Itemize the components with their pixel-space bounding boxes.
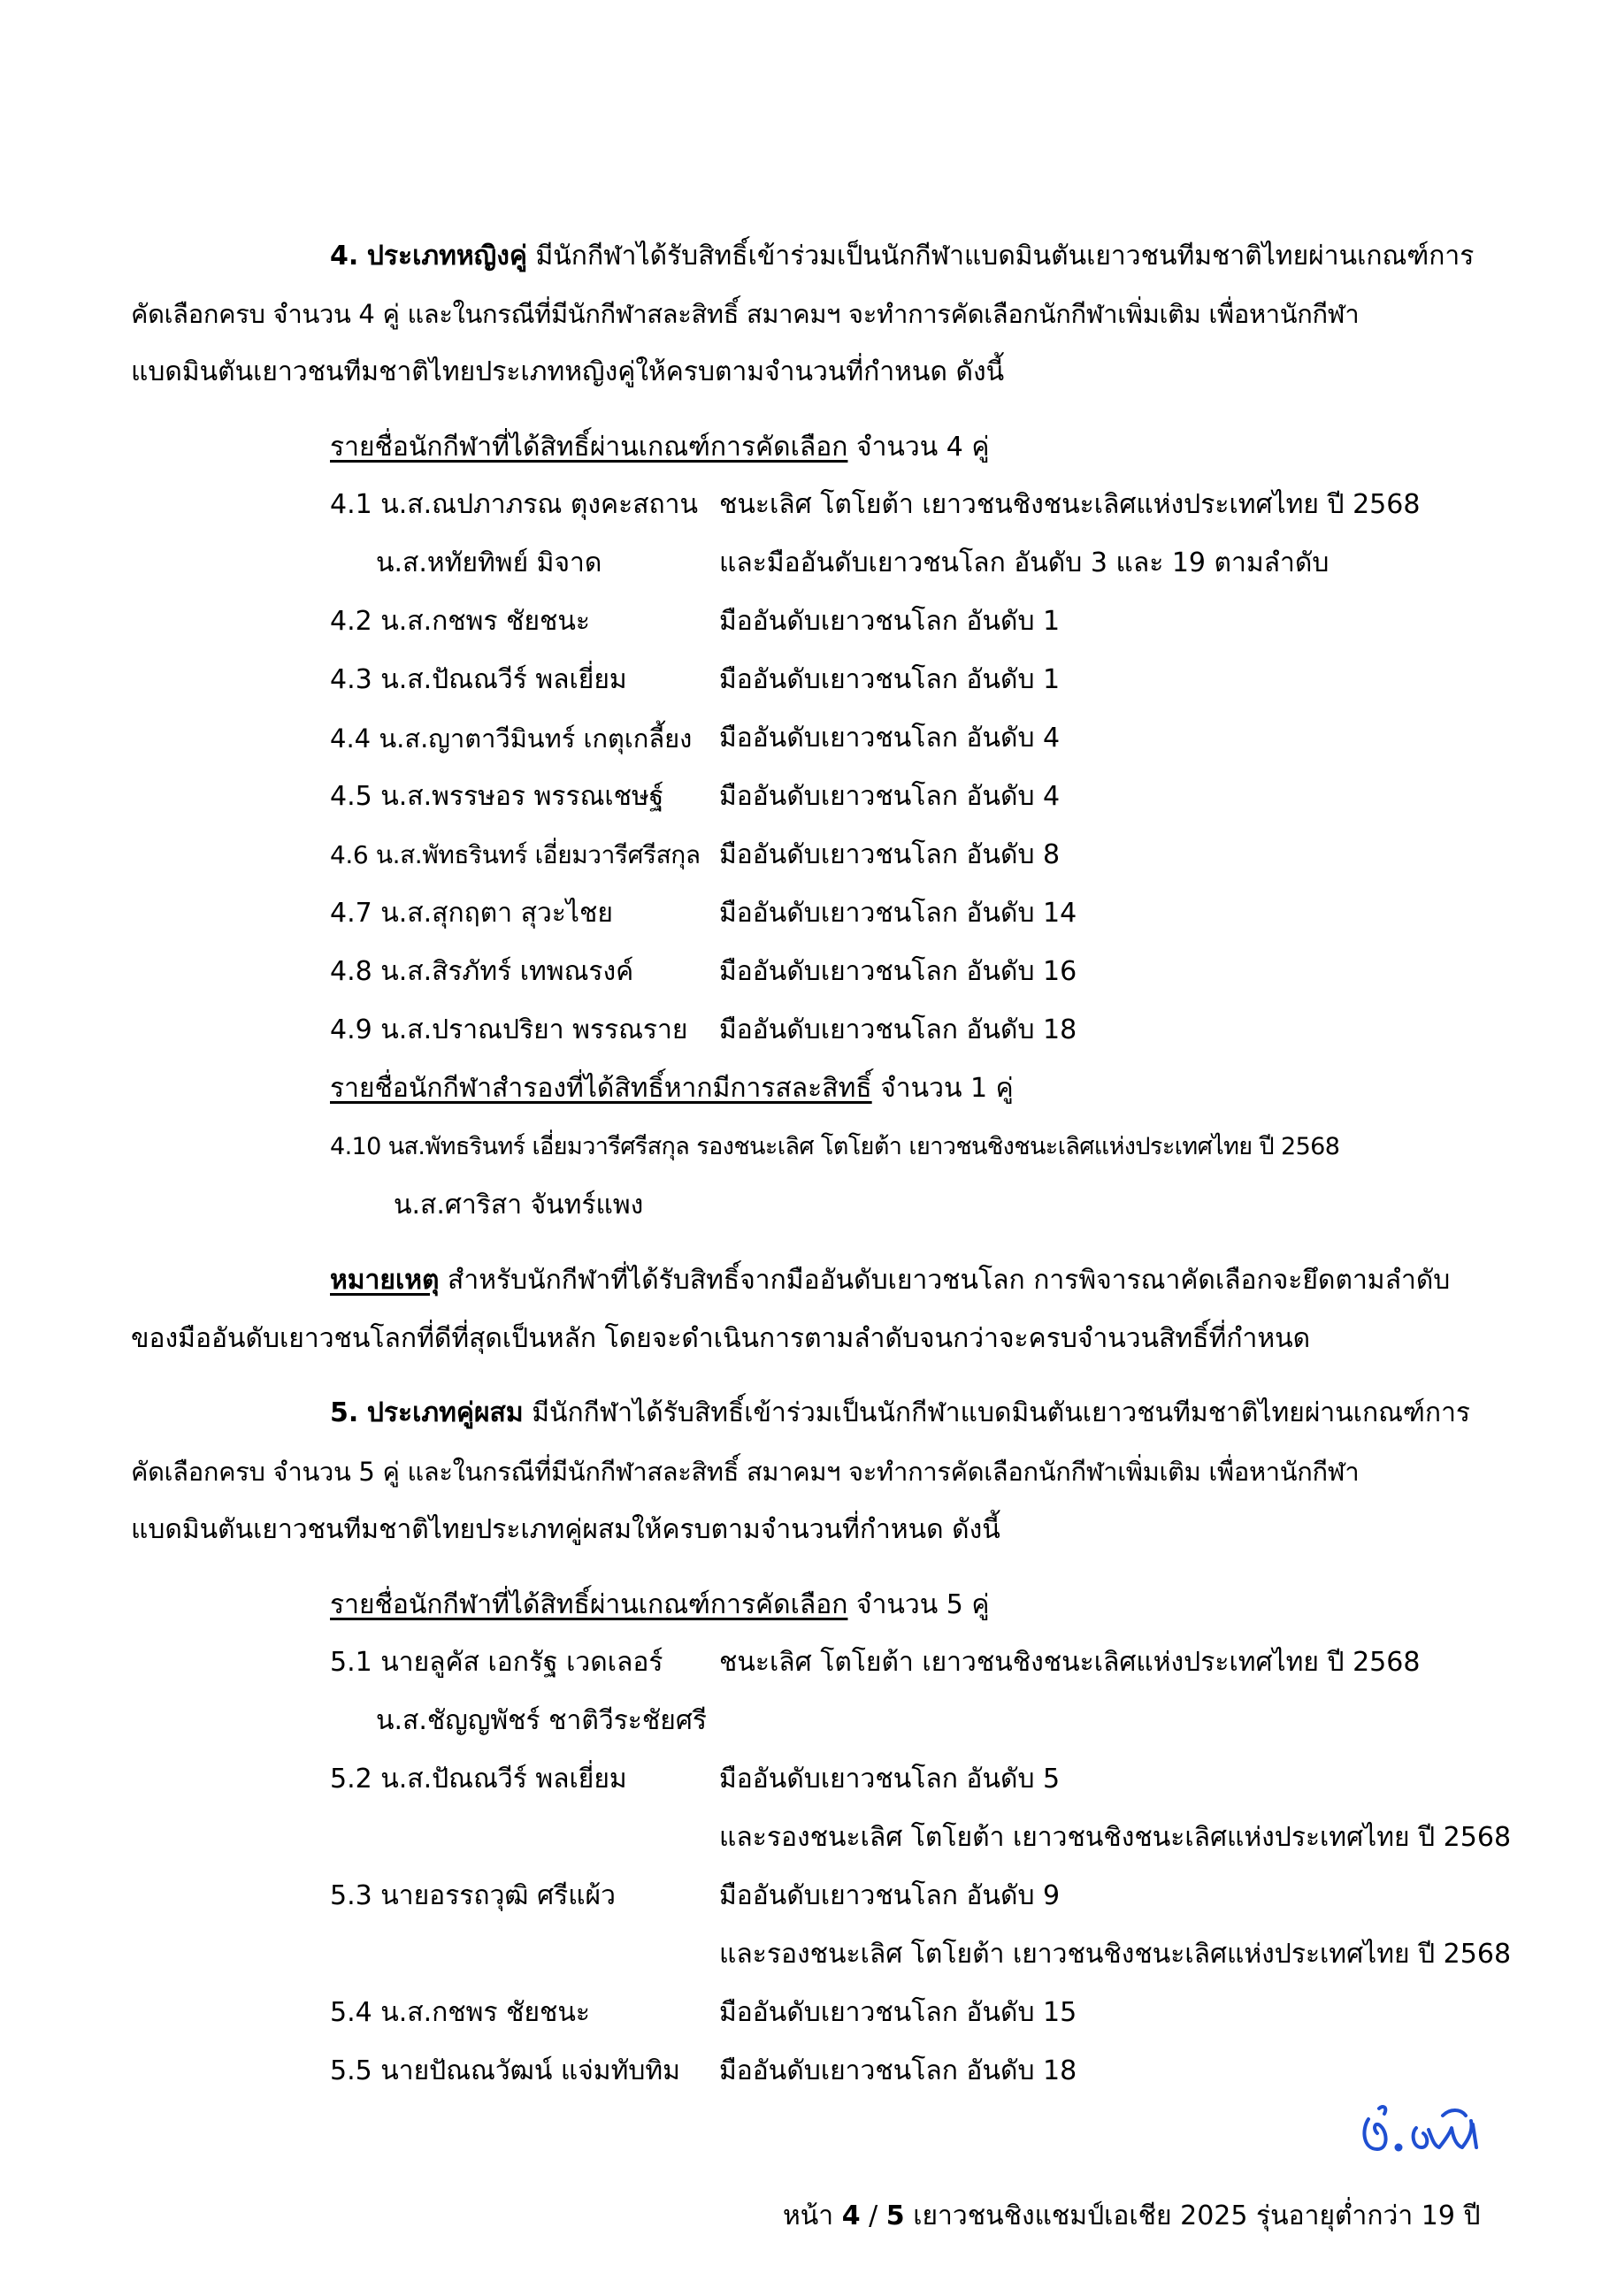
section5-para-line3: แบดมินตันเยาวชนทีมชาติไทยประเภทคู่ผสมให้ครบตามจำนวนที่กำหนด ดังนี้ [131,1514,1000,1545]
list-item-name: 4.6 น.ส.พัทธรินทร์ เอี่ยมวารีศรีสกุล [330,840,701,869]
section4-reserve-count: จำนวน 1 คู่ [880,1073,1014,1104]
list-item-detail: และรองชนะเลิศ โตโยต้า เยาวชนชิงชนะเลิศแห่งประเทศไทย ปี 2568 [719,1822,1512,1853]
section5-para-line2: คัดเลือกครบ จำนวน 5 คู่ และในกรณีที่มีนักกีฬาสละสิทธิ์ สมาคมฯ จะทำการคัดเลือกนักกีฬาเพิ่มเติม เพื่อหานักกีฬา [131,1457,1360,1487]
list-item-detail: มืออันดับเยาวชนโลก อันดับ 8 [719,839,1061,870]
footer-page-separator: / [869,2200,878,2231]
list-item-name: 4.5 น.ส.พรรษอร พรรณเชษฐ์ [330,781,664,812]
section5-list-count: จำนวน 5 คู่ [855,1589,990,1620]
list-item-detail: มืออันดับเยาวชนโลก อันดับ 4 [719,781,1061,812]
section4-heading-number: 4. [330,241,359,272]
list-item-name: 4.7 น.ส.สุกฤตา สุวะไชย [330,898,613,929]
list-item-name: 5.4 น.ส.กชพร ชัยชนะ [330,1997,591,2028]
page-footer [783,2199,1481,2234]
footer-page-current: 4 [841,2200,861,2231]
note-line1 [330,1263,1450,1298]
section5-para-text1: มีนักกีฬาได้รับสิทธิ์เข้าร่วมเป็นนักกีฬาแบดมินตันเยาวชนทีมชาติไทยผ่านเกณฑ์การ [532,1397,1471,1428]
list-item-name: 4.1 น.ส.ณปภาภรณ ตุงคะสถาน [330,489,699,520]
section4-list-heading-text: รายชื่อนักกีฬาที่ได้สิทธิ์ผ่านเกณฑ์การคัดเลือก [330,432,848,463]
list-item-name: 4.3 น.ส.ปัณณวีร์ พลเยี่ยม [330,664,627,695]
list-item-name: น.ส.ชัญญพัชร์ ชาติวีระชัยศรี [376,1705,708,1736]
list-item-detail: มืออันดับเยาวชนโลก อันดับ 5 [719,1764,1061,1795]
list-item-name: 5.5 นายปัณณวัฒน์ แจ่มทับทิม [330,2055,680,2086]
list-item-detail: มืออันดับเยาวชนโลก อันดับ 18 [719,2055,1077,2086]
list-item-detail: มืออันดับเยาวชนโลก อันดับ 4 [719,723,1061,754]
reserve-partner: น.ส.ศาริสา จันทร์แพง [394,1190,644,1221]
section4-list-count: จำนวน 4 คู่ [855,432,990,463]
footer-page-label: หน้า [783,2200,834,2231]
list-item-name: 4.4 น.ส.ญาตาวีมินทร์ เกตุเกลี้ยง [330,723,693,754]
list-item-detail: มืออันดับเยาวชนโลก อันดับ 1 [719,606,1061,637]
list-item-detail: มืออันดับเยาวชนโลก อันดับ 14 [719,898,1077,929]
section5-list-heading-text: รายชื่อนักกีฬาที่ได้สิทธิ์ผ่านเกณฑ์การคัดเลือก [330,1589,848,1620]
section4-list-heading [330,430,990,465]
list-item-name: น.ส.หทัยทิพย์ มิจาด [376,547,602,578]
note-text1: สำหรับนักกีฬาที่ได้รับสิทธิ์จากมืออันดับเยาวชนโลก การพิจารณาคัดเลือกจะยึดตามลำดับ [448,1265,1451,1296]
section4-reserve-heading [330,1071,1014,1106]
list-item-detail: มืออันดับเยาวชนโลก อันดับ 16 [719,956,1077,987]
section5-heading-number: 5. [330,1397,359,1428]
section5-para-line1 [330,1396,1470,1431]
section4-para-line3: แบดมินตันเยาวชนทีมชาติไทยประเภทหญิงคู่ให้ครบตามจำนวนที่กำหนด ดังนี้ [131,356,1005,387]
list-item-detail: มืออันดับเยาวชนโลก อันดับ 15 [719,1997,1077,2028]
note-line2: ของมืออันดับเยาวชนโลกที่ดีที่สุดเป็นหลัก โดยจะดำเนินการตามลำดับจนกว่าจะครบจำนวนสิทธิ์ที่กำหนด [131,1323,1311,1354]
footer-event: เยาวชนชิงแชมป์เอเชีย 2025 รุ่นอายุต่ำกว่า 19 ปี [913,2200,1481,2231]
list-item-name: 5.2 น.ส.ปัณณวีร์ พลเยี่ยม [330,1764,627,1795]
section4-para-line2: คัดเลือกครบ จำนวน 4 คู่ และในกรณีที่มีนักกีฬาสละสิทธิ์ สมาคมฯ จะทำการคัดเลือกนักกีฬาเพิ่มเติม เพื่อหานักกีฬา [131,299,1360,329]
list-item-detail: ชนะเลิศ โตโยต้า เยาวชนชิงชนะเลิศแห่งประเทศไทย ปี 2568 [719,1647,1421,1678]
section4-heading-title: ประเภทหญิงคู่ [366,241,527,272]
list-item-detail: มืออันดับเยาวชนโลก อันดับ 9 [719,1880,1061,1911]
list-item-name: 5.3 นายอรรถวุฒิ ศรีแผ้ว [330,1880,616,1911]
reserve-name: 4.10 นส.พัทธรินทร์ เอี่ยมวารีศรีสกุล [330,1133,690,1160]
footer-page-total: 5 [885,2200,905,2231]
list-item-detail: และรองชนะเลิศ โตโยต้า เยาวชนชิงชนะเลิศแห่งประเทศไทย ปี 2568 [719,1939,1512,1970]
handwritten-signature [1358,2103,1499,2165]
list-item-detail: มืออันดับเยาวชนโลก อันดับ 18 [719,1014,1077,1045]
list-item-detail: ชนะเลิศ โตโยต้า เยาวชนชิงชนะเลิศแห่งประเทศไทย ปี 2568 [719,489,1421,520]
section5-heading-title: ประเภทคู่ผสม [366,1397,524,1428]
section5-list-heading [330,1588,990,1623]
section4-reserve-heading-text: รายชื่อนักกีฬาสำรองที่ได้สิทธิ์หากมีการสละสิทธิ์ [330,1073,872,1104]
section4-para-line1 [330,239,1474,274]
section4-para-text1: มีนักกีฬาได้รับสิทธิ์เข้าร่วมเป็นนักกีฬาแบดมินตันเยาวชนทีมชาติไทยผ่านเกณฑ์การ [535,241,1475,272]
list-item-name: 4.8 น.ส.สิรภัทร์ เทพณรงค์ [330,956,634,987]
note-label: หมายเหตุ [330,1265,440,1296]
reserve-detail: รองชนะเลิศ โตโยต้า เยาวชนชิงชนะเลิศแห่งประเทศไทย ปี 2568 [696,1133,1340,1160]
list-item-detail: มืออันดับเยาวชนโลก อันดับ 1 [719,664,1061,695]
list-item-name: 4.9 น.ส.ปราณปริยา พรรณราย [330,1014,688,1045]
list-item-detail: และมืออันดับเยาวชนโลก อันดับ 3 และ 19 ตามลำดับ [719,547,1330,578]
list-item-name: 5.1 นายลูคัส เอกรัฐ เวดเลอร์ [330,1647,663,1678]
section4-reserve-row [330,1129,1339,1165]
list-item-name: 4.2 น.ส.กชพร ชัยชนะ [330,606,591,637]
